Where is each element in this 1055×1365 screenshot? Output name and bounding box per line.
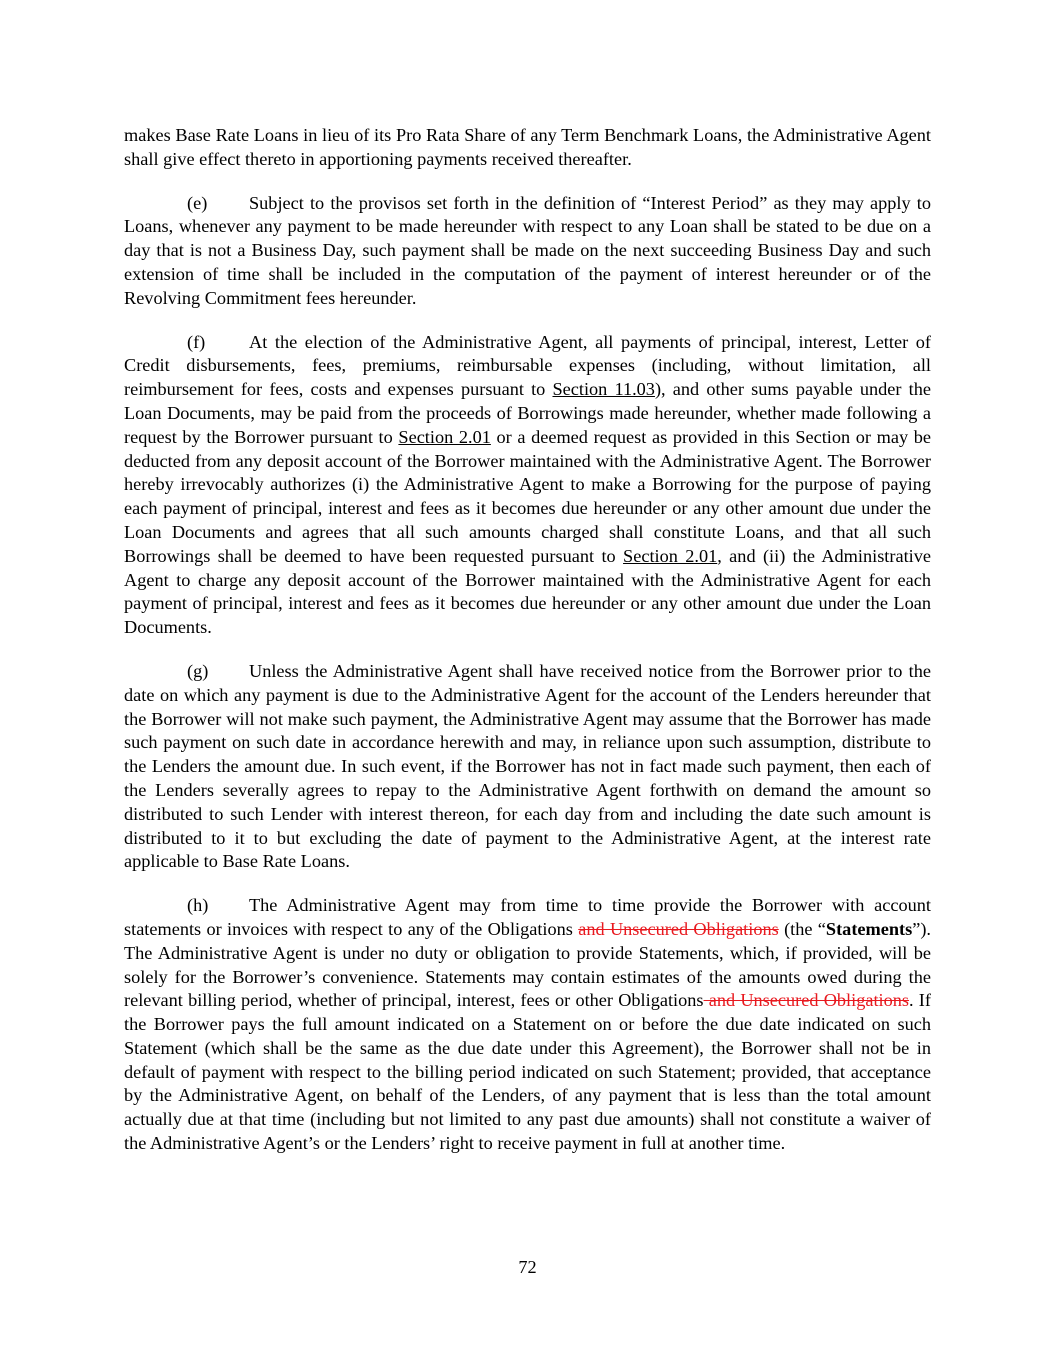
paragraph-text: Subject to the provisos set forth in the definition of “Interest Period” as they may apply to Loans, whenever any payment to be made hereunder with respect to any Loan shall be stated to be due on a day that is not a Business Day, such payment shall be made on the next succeeding Business Day and such extension of time shall be included in the computation of the payment of interest hereunder or of the Revolving Commitment fees hereunder.	[124, 192, 931, 308]
paragraph-text: . If the Borrower pays the full amount indicated on a Statement on or before the due date indicated on such Statement (which shall be the same as the due date under this Agreement), the Borrower shall not be in default of payment with respect to the billing period indicated on such Statement; provided, that acceptance by the Administrative Agent, on behalf of the Lenders, of any payment that is less than the total amount actually due at that time (including but not limited to any past due amounts) shall not constitute a waiver of the Administrative Agent’s or the Lenders’ right to receive payment in full at another time.	[124, 990, 931, 1154]
defined-term: Statements	[825, 918, 913, 939]
paragraph-number: (h)	[187, 895, 209, 916]
document-body	[124, 124, 931, 1156]
paragraph-g	[124, 660, 931, 874]
paragraph-text: , and (ii) the Administrative Agent to charge any deposit account of the Borrower maintained with the Administrative Agent for each payment of principal, interest and fees as it becomes due hereunder or any other amount due under the Loan Documents.	[124, 545, 931, 638]
deleted-text: and Unsecured Obligations	[578, 918, 779, 939]
paragraph-continued	[124, 124, 931, 172]
paragraph-number: (e)	[187, 192, 208, 213]
paragraph-text: makes Base Rate Loans in lieu of its Pro Rata Share of any Term Benchmark Loans, the Administrative Agent shall give effect thereto in apportioning payments received thereafter.	[124, 125, 931, 169]
paragraph-text: (the “	[778, 918, 826, 939]
page-number: 72	[518, 1257, 537, 1277]
section-reference: Section 2.01	[398, 426, 491, 447]
deleted-text: and Unsecured Obligations	[703, 990, 910, 1011]
paragraph-f	[124, 331, 931, 640]
section-reference: Section 11.03	[552, 379, 655, 400]
paragraph-text: ), and other sums payable under the Loan Documents, may be paid from the proceeds of Borrowings made hereunder, whether made following a request by the Borrower pursuant to	[124, 379, 931, 447]
section-reference: Section 2.01	[623, 545, 718, 566]
paragraph-text: ”). The Administrative Agent is under no duty or obligation to provide Statements, which, if provided, will be solely for the Borrower’s convenience. Statements may contain estimates of the amounts owed during the relevant billing period, whether of principal, interest, fees or other Obligations	[124, 918, 932, 1011]
paragraph-h	[124, 894, 931, 1156]
paragraph-e	[124, 192, 931, 311]
paragraph-text: Unless the Administrative Agent shall have received notice from the Borrower prior to the date on which any payment is due to the Administrative Agent for the account of the Lenders hereunder that the Borrower will not make such payment, the Administrative Agent may assume that the Borrower has made such payment on such date in accordance herewith and may, in reliance upon such assumption, distribute to the Lenders the amount due. In such event, if the Borrower has not in fact made such payment, then each of the Lenders severally agrees to repay to the Administrative Agent forthwith on demand the amount so distributed to such Lender with interest thereon, for each day from and including the date such amount is distributed to it to but excluding the date of payment to the Administrative Agent, at the interest rate applicable to Base Rate Loans.	[124, 660, 931, 872]
paragraph-text: At the election of the Administrative Agent, all payments of principal, interest, Letter of Credit disbursements, fees, premiums, reimbursable expenses (including, without limitation, all reimbursement for fees, costs and expenses pursuant to	[124, 331, 931, 400]
paragraph-number: (f)	[187, 331, 206, 352]
paragraph-text: or a deemed request as provided in this Section or may be deducted from any deposit account of the Borrower maintained with the Administrative Agent. The Borrower hereby irrevocably authorizes (i) the Administrative Agent to make a Borrowing for the purpose of paying each payment of principal, interest and fees as it becomes due hereunder or any other amount due under the Loan Documents and agrees that all such amounts charged shall constitute Loans, and that all such Borrowings shall be deemed to have been requested pursuant to	[124, 426, 932, 566]
paragraph-text: The Administrative Agent may from time to time provide the Borrower with account statements or invoices with respect to any of the Obligations	[124, 895, 931, 939]
paragraph-number: (g)	[187, 660, 209, 681]
